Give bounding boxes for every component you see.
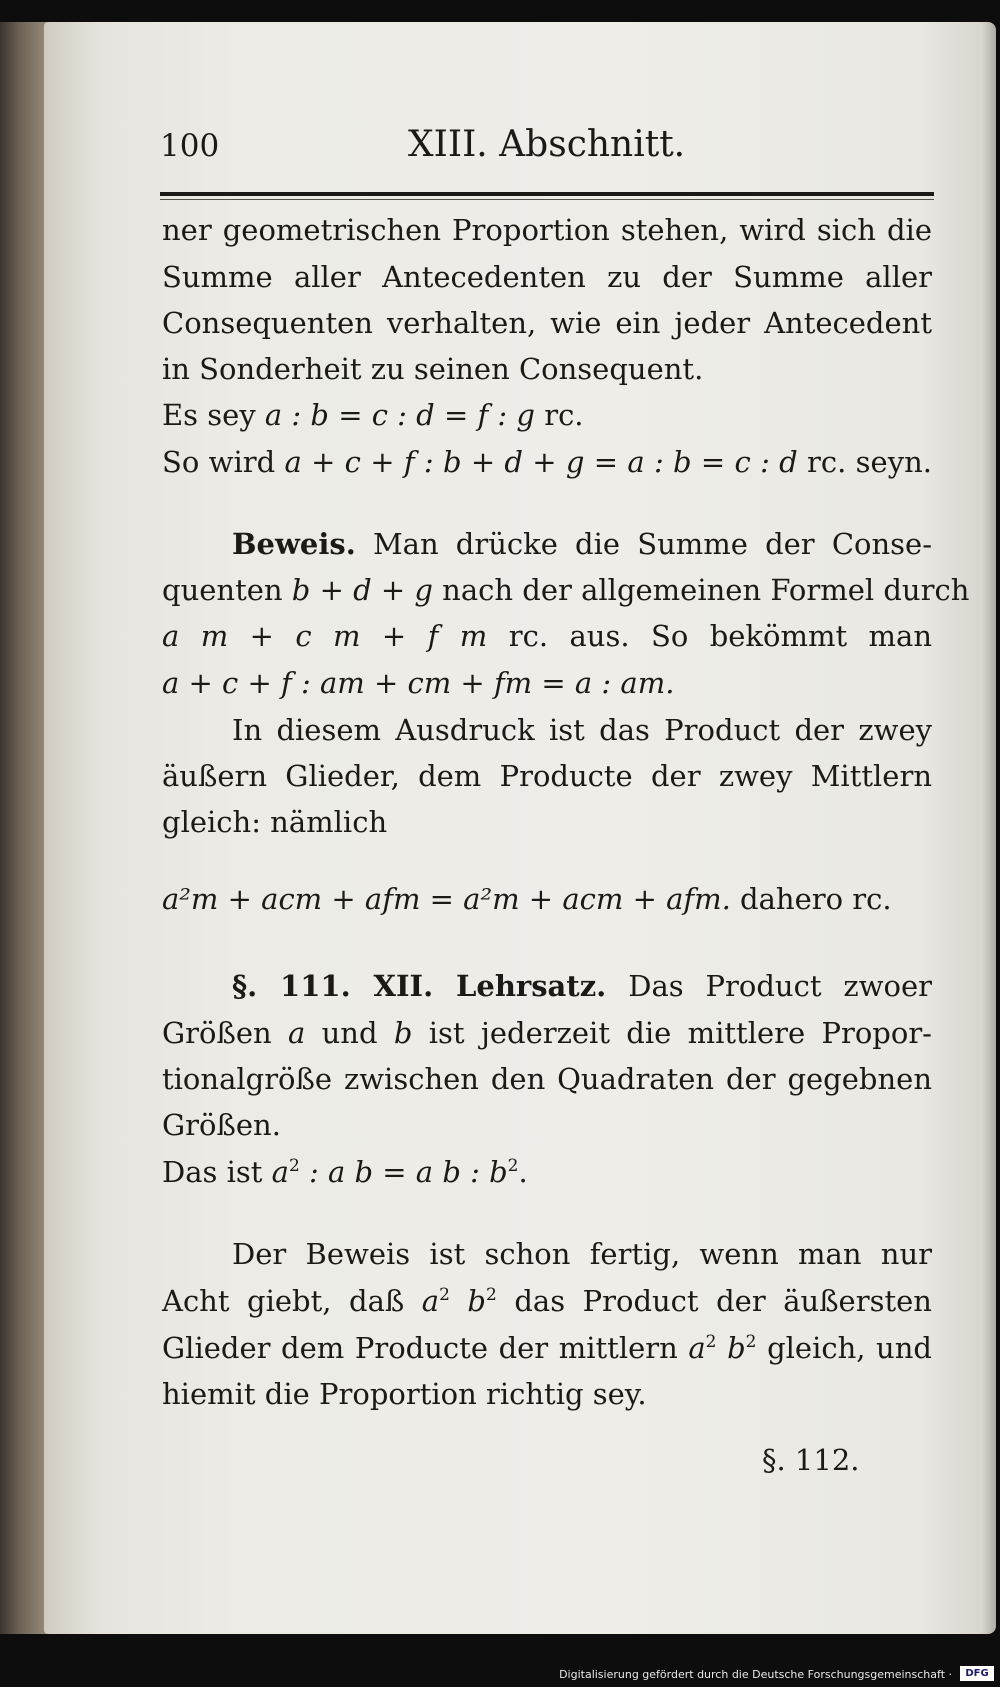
formula-line: a + c + f : am + cm + fm = a : am.	[162, 666, 675, 700]
text-line: Summe aller Antecedenten zu der Summe aller	[162, 260, 932, 294]
header-rule	[160, 192, 934, 196]
proof-line: gleich: nämlich	[162, 805, 388, 839]
proof-line: Der Beweis ist schon fertig, wenn man nur	[232, 1237, 932, 1271]
catchword: §. 112.	[762, 1443, 860, 1477]
formula-line: Es sey a : b = c : d = f : g rc.	[162, 398, 584, 432]
page-number: 100	[160, 128, 220, 164]
beweis-label: Beweis.	[232, 527, 356, 561]
text-line: ner geometrischen Proportion stehen, wird sich die	[162, 213, 932, 247]
theorem-line: §. 111. XII. Lehrsatz. Das Product zwoer	[232, 969, 932, 1003]
text-line: in Sonderheit zu seinen Consequent.	[162, 352, 704, 386]
digitization-credit: Digitalisierung gefördert durch die Deutsche Forschungsgemeinschaft ·	[559, 1668, 952, 1681]
text-line: Consequenten verhalten, wie ein jeder Antecedent	[162, 306, 932, 340]
proof-line: Glieder dem Producte der mittlern $a^2$ $b^2$ gleich, und	[162, 1331, 932, 1365]
proof-line: Acht giebt, daß $a^2$ $b^2$ das Product der äußersten	[162, 1284, 932, 1318]
formula-line: Das ist $a^2$ : a b = a b : $b^2$.	[162, 1155, 528, 1189]
dfg-logo: DFG	[960, 1666, 994, 1681]
theorem-line: tionalgröße zwischen den Quadraten der gegebnen	[162, 1062, 932, 1096]
proof-line: äußern Glieder, dem Producte der zwey Mittlern	[162, 759, 932, 793]
proof-line: a m + c m + f m rc. aus. So bekömmt man	[162, 619, 933, 653]
section-title: XIII. Abschnitt.	[408, 124, 686, 165]
proof-line: In diesem Ausdruck ist das Product der zwey	[232, 713, 932, 747]
lehrsatz-label: §. 111. XII. Lehrsatz.	[232, 969, 607, 1003]
theorem-line: Größen a und b ist jederzeit die mittlere Propor-	[162, 1016, 932, 1050]
proof-line: hiemit die Proportion richtig sey.	[162, 1377, 647, 1411]
formula-line: a²m + acm + afm = a²m + acm + afm. dahero rc.	[162, 882, 892, 916]
proof-line: Beweis. Man drücke die Summe der Conse-	[232, 527, 932, 561]
formula-line: So wird a + c + f : b + d + g = a : b = c : d rc. seyn.	[162, 445, 932, 479]
proof-line: quenten b + d + g nach der allgemeinen Formel durch	[162, 573, 970, 607]
theorem-line: Größen.	[162, 1108, 281, 1142]
